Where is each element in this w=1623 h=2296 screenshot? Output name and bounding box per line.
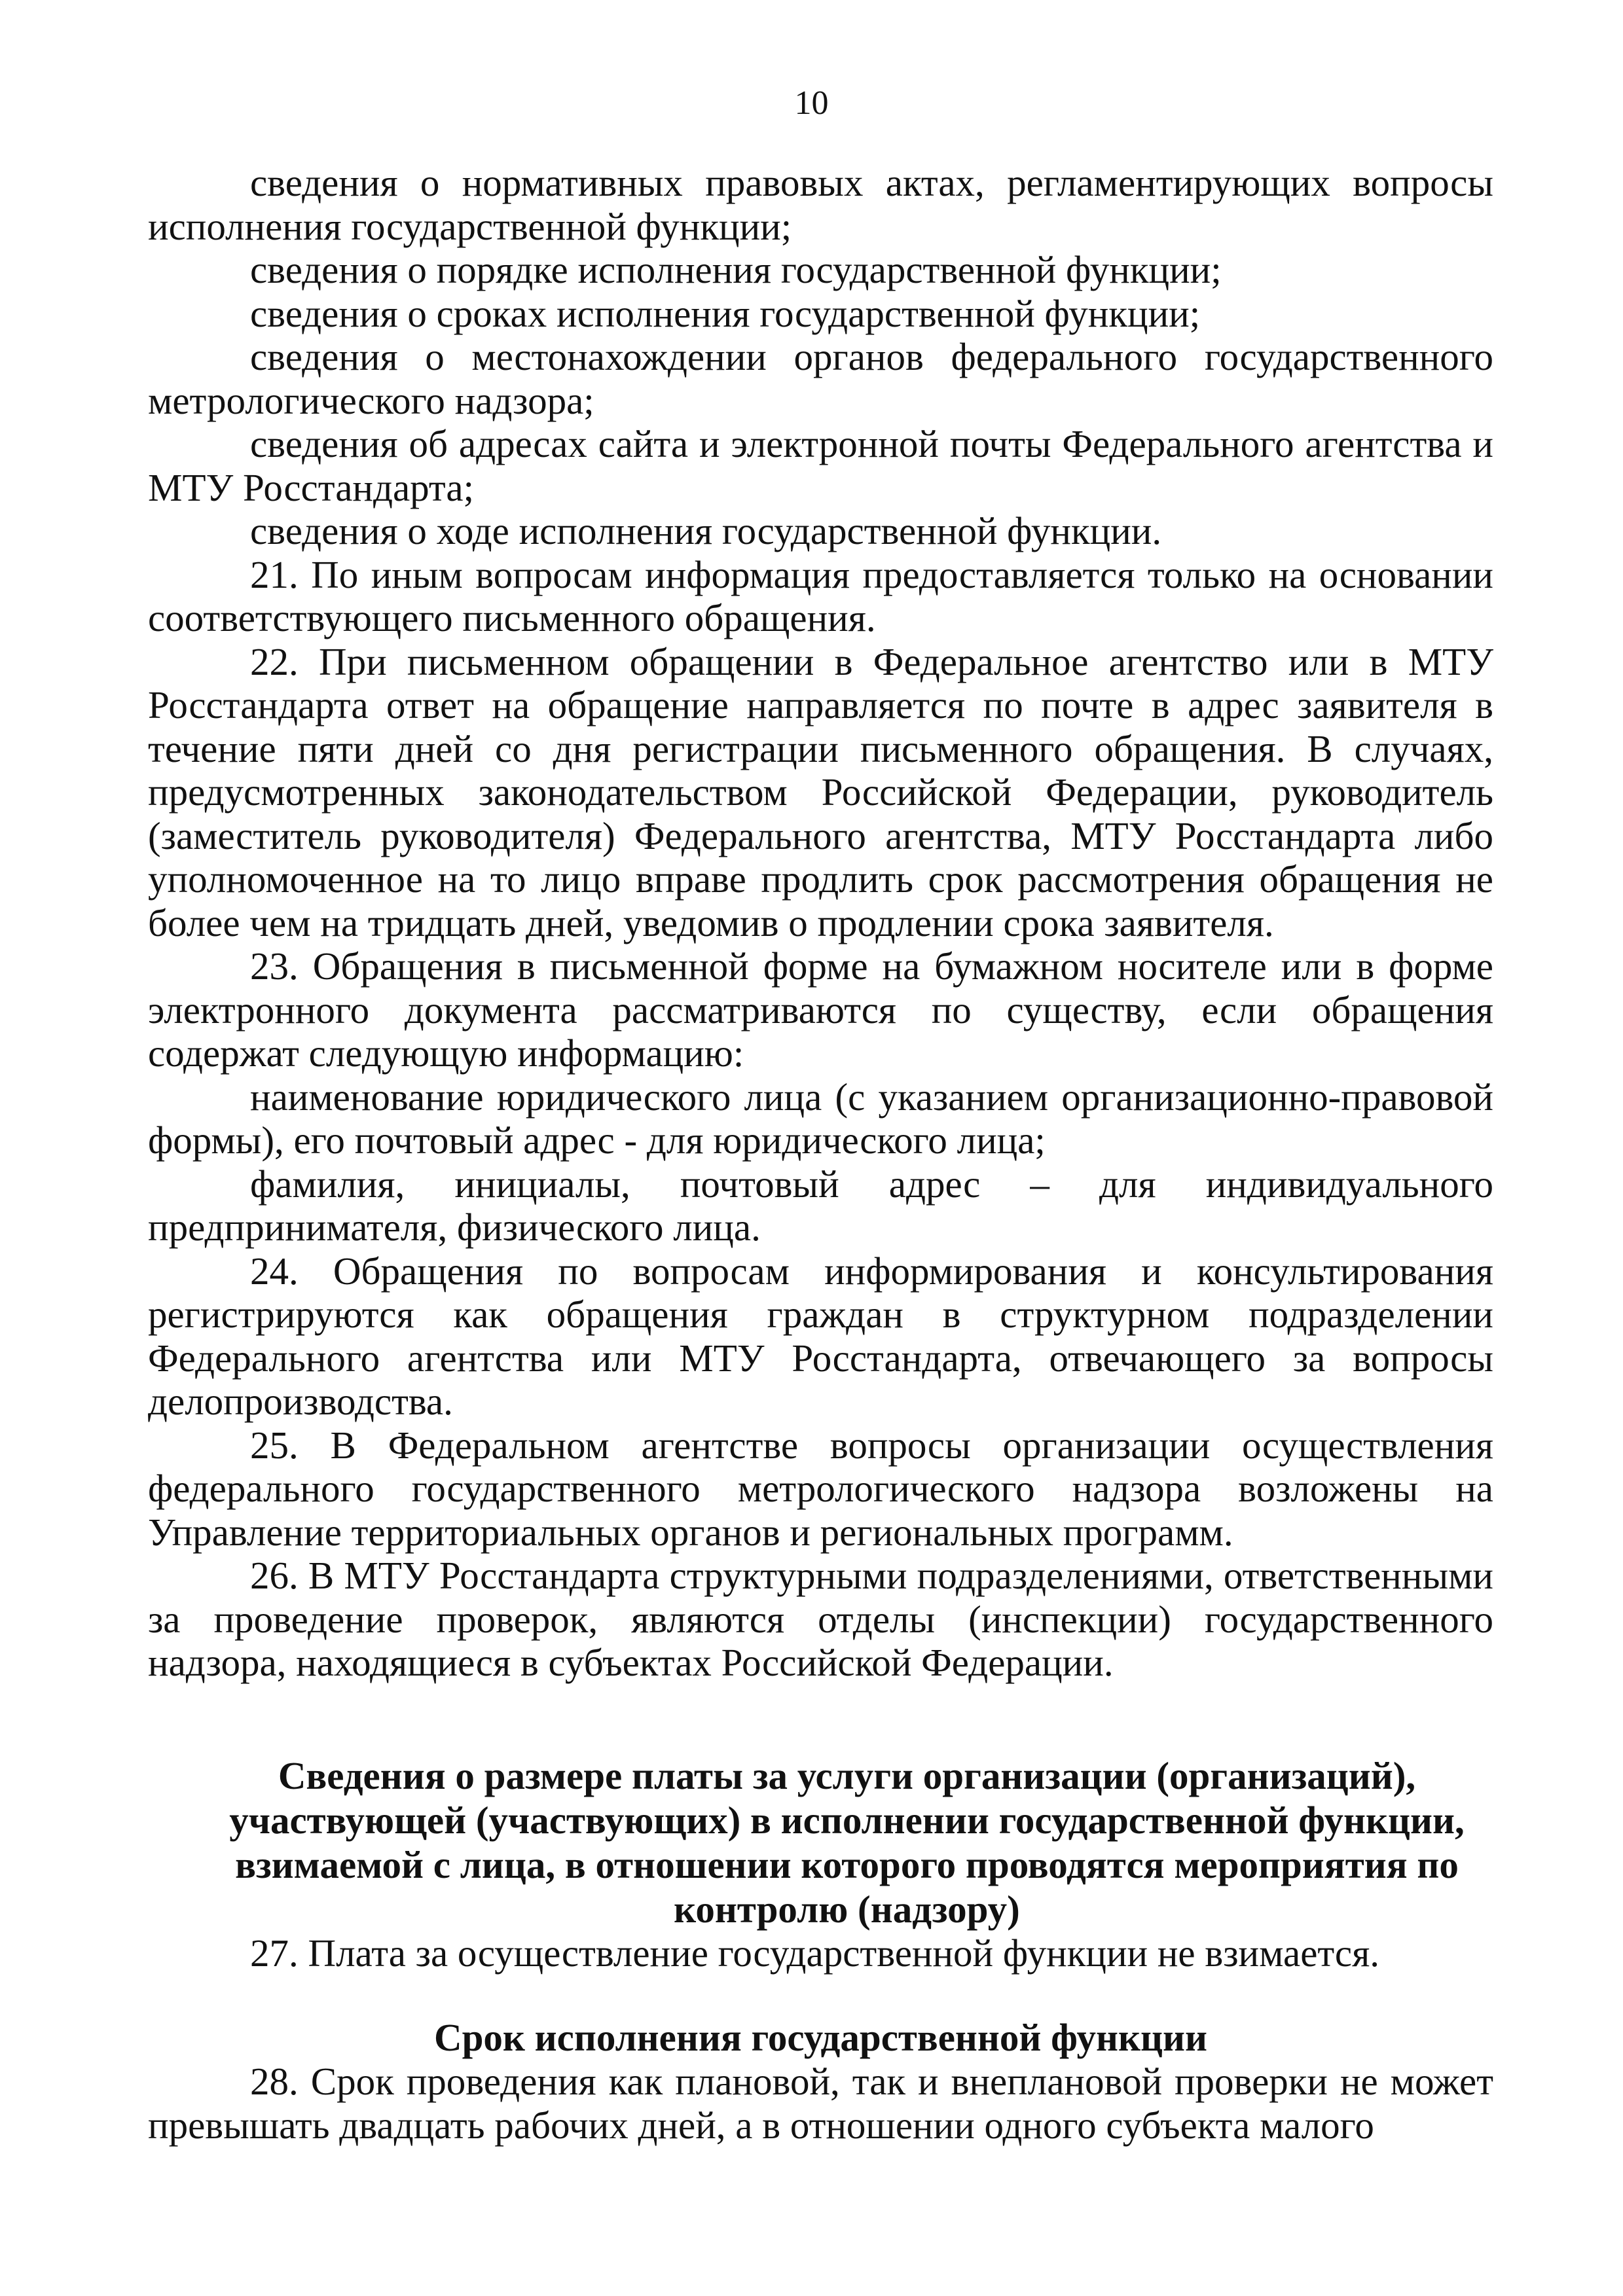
paragraph-21: 21. По иным вопросам информация предоставляется только на основании соответствующего письменного обращения. [148, 552, 1493, 639]
paragraph-25: 25. В Федеральном агентстве вопросы организации осуществления федерального государственного метрологического надзора возложены на Управление территориальных органов и региональных программ. [148, 1423, 1493, 1554]
paragraph-progress: сведения о ходе исполнения государственной функции. [250, 509, 1162, 552]
section-heading-fee: Сведения о размере платы за услуги организации (организаций), участвующей (участвующих) в исполнении государственной функции, взимаемой с лица, в отношении которого проводятся мероприятия по контролю (надзору) [229, 1753, 1465, 1931]
paragraph-23: 23. Обращения в письменной форме на бумажном носителе или в форме электронного документа рассматриваются по существу, если обращения содержат следующую информацию: [148, 944, 1493, 1075]
paragraph-procedure: сведения о порядке исполнения государственной функции; [250, 248, 1222, 291]
paragraph-26: 26. В МТУ Росстандарта структурными подразделениями, ответственными за проведение проверок, являются отделы (инспекции) государственного надзора, находящиеся в субъектах Российской Федерации. [148, 1554, 1493, 1684]
document-body [148, 161, 1493, 2147]
paragraph-27: 27. Плата за осуществление государственной функции не взимается. [250, 1931, 1379, 1975]
paragraph-terms: сведения о сроках исполнения государственной функции; [250, 291, 1201, 335]
paragraph-location: сведения о местонахождении органов федерального государственного метрологического надзора; [148, 335, 1493, 422]
section-heading-term: Срок исполнения государственной функции [434, 2016, 1207, 2059]
page-number: 10 [794, 84, 829, 122]
paragraph-22: 22. При письменном обращении в Федеральное агентство или в МТУ Росстандарта ответ на обращение направляется по почте в адрес заявителя в течение пяти дней со дня регистрации письменного обращения. В случаях, предусмотренных законодательством Российской Федерации, руководитель (заместитель руководителя) Федерального агентства, МТУ Росстандарта либо уполномоченное на то лицо вправе продлить срок рассмотрения обращения не более чем на тридцать дней, уведомив о продлении срока заявителя. [148, 639, 1493, 944]
paragraph-24: 24. Обращения по вопросам информирования и консультирования регистрируются как обращения граждан в структурном подразделении Федерального агентства или МТУ Росстандарта, отвечающего за вопросы делопроизводства. [148, 1249, 1493, 1423]
paragraph-addresses: сведения об адресах сайта и электронной почты Федерального агентства и МТУ Росстандарта; [148, 422, 1493, 509]
paragraph-individual: фамилия, инициалы, почтовый адрес – для индивидуального предпринимателя, физического лица. [148, 1162, 1493, 1249]
paragraph-legal-entity: наименование юридического лица (с указанием организационно-правовой формы), его почтовый адрес - для юридического лица; [148, 1075, 1493, 1162]
paragraph-normative-acts: сведения о нормативных правовых актах, регламентирующих вопросы исполнения государственной функции; [148, 161, 1493, 248]
paragraph-28: 28. Срок проведения как плановой, так и внеплановой проверки не может превышать двадцать рабочих дней, а в отношении одного субъекта малого [148, 2060, 1493, 2147]
